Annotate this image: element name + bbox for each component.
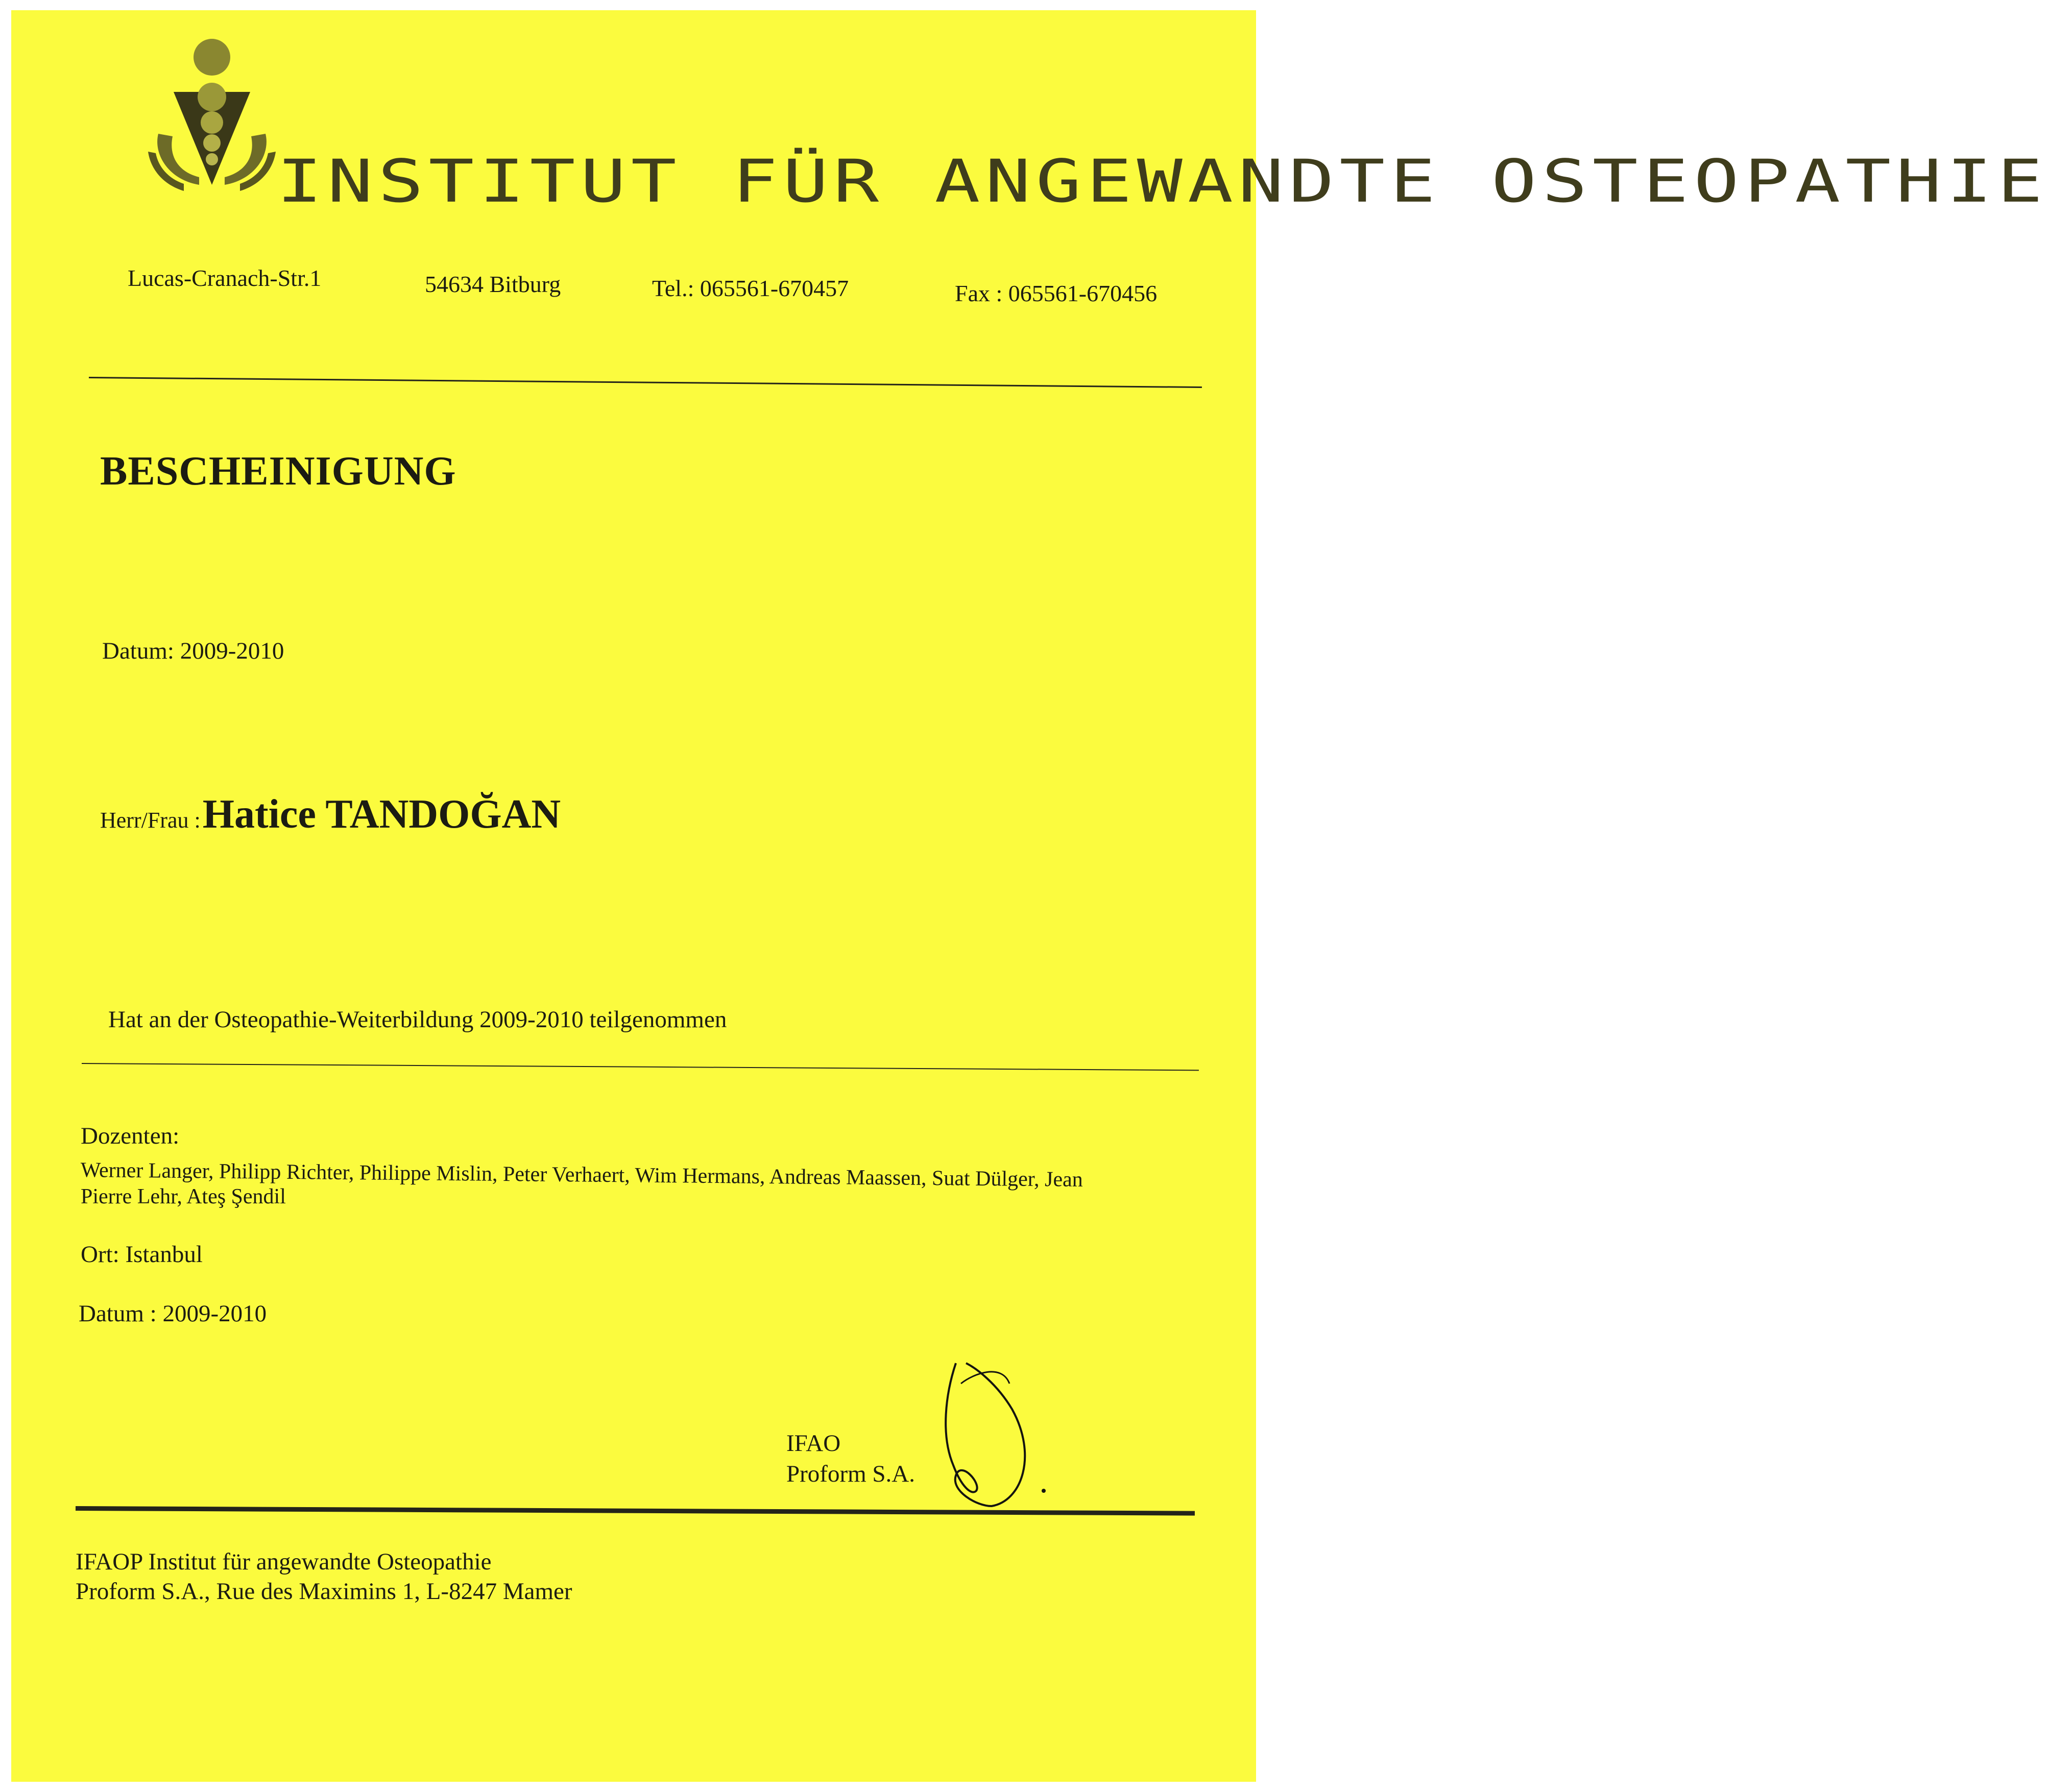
lecturers-list-line2: Pierre Lehr, Ateş Şendil — [81, 1185, 286, 1208]
osteopathy-logo-icon — [148, 32, 276, 200]
city: 54634 Bitburg — [425, 271, 561, 297]
header-divider — [89, 377, 1202, 388]
date-bottom: Datum : 2009-2010 — [79, 1300, 267, 1327]
lecturers-list-line1: Werner Langer, Philipp Richter, Philippe Mislin, Peter Verhaert, Wim Hermans, Andreas Maassen, Suat Dülger, Jean — [80, 1158, 1083, 1192]
institute-name: INSTITUT FÜR ANGEWANDTE OSTEOPATHIE — [277, 147, 2048, 216]
date-line: Datum: 2009-2010 — [102, 638, 284, 664]
lecturers-label: Dozenten: — [81, 1123, 180, 1149]
signatory-company: Proform S.A. — [786, 1461, 915, 1487]
middle-divider — [82, 1063, 1199, 1071]
signatory-org: IFAO — [786, 1430, 841, 1457]
document-title: BESCHEINIGUNG — [100, 449, 456, 494]
name-label: Herr/Frau : — [100, 808, 201, 833]
footer-line1: IFAOP Institut für angewandte Osteopathie — [76, 1548, 492, 1575]
recipient — [100, 791, 561, 838]
address: Lucas-Cranach-Str.1 — [128, 265, 322, 291]
recipient-name: Hatice TANDOĞAN — [202, 792, 561, 837]
handwritten-signature — [925, 1353, 1058, 1521]
location: Ort: Istanbul — [81, 1241, 203, 1268]
fax-number: Fax : 065561-670456 — [955, 280, 1158, 306]
phone-number: Tel.: 065561-670457 — [652, 275, 849, 301]
certificate-page — [11, 10, 2048, 1782]
footer-line2: Proform S.A., Rue des Maximins 1, L-8247 Mamer — [76, 1578, 572, 1605]
statement: Hat an der Osteopathie-Weiterbildung 2009-2010 teilgenommen — [108, 1006, 727, 1033]
